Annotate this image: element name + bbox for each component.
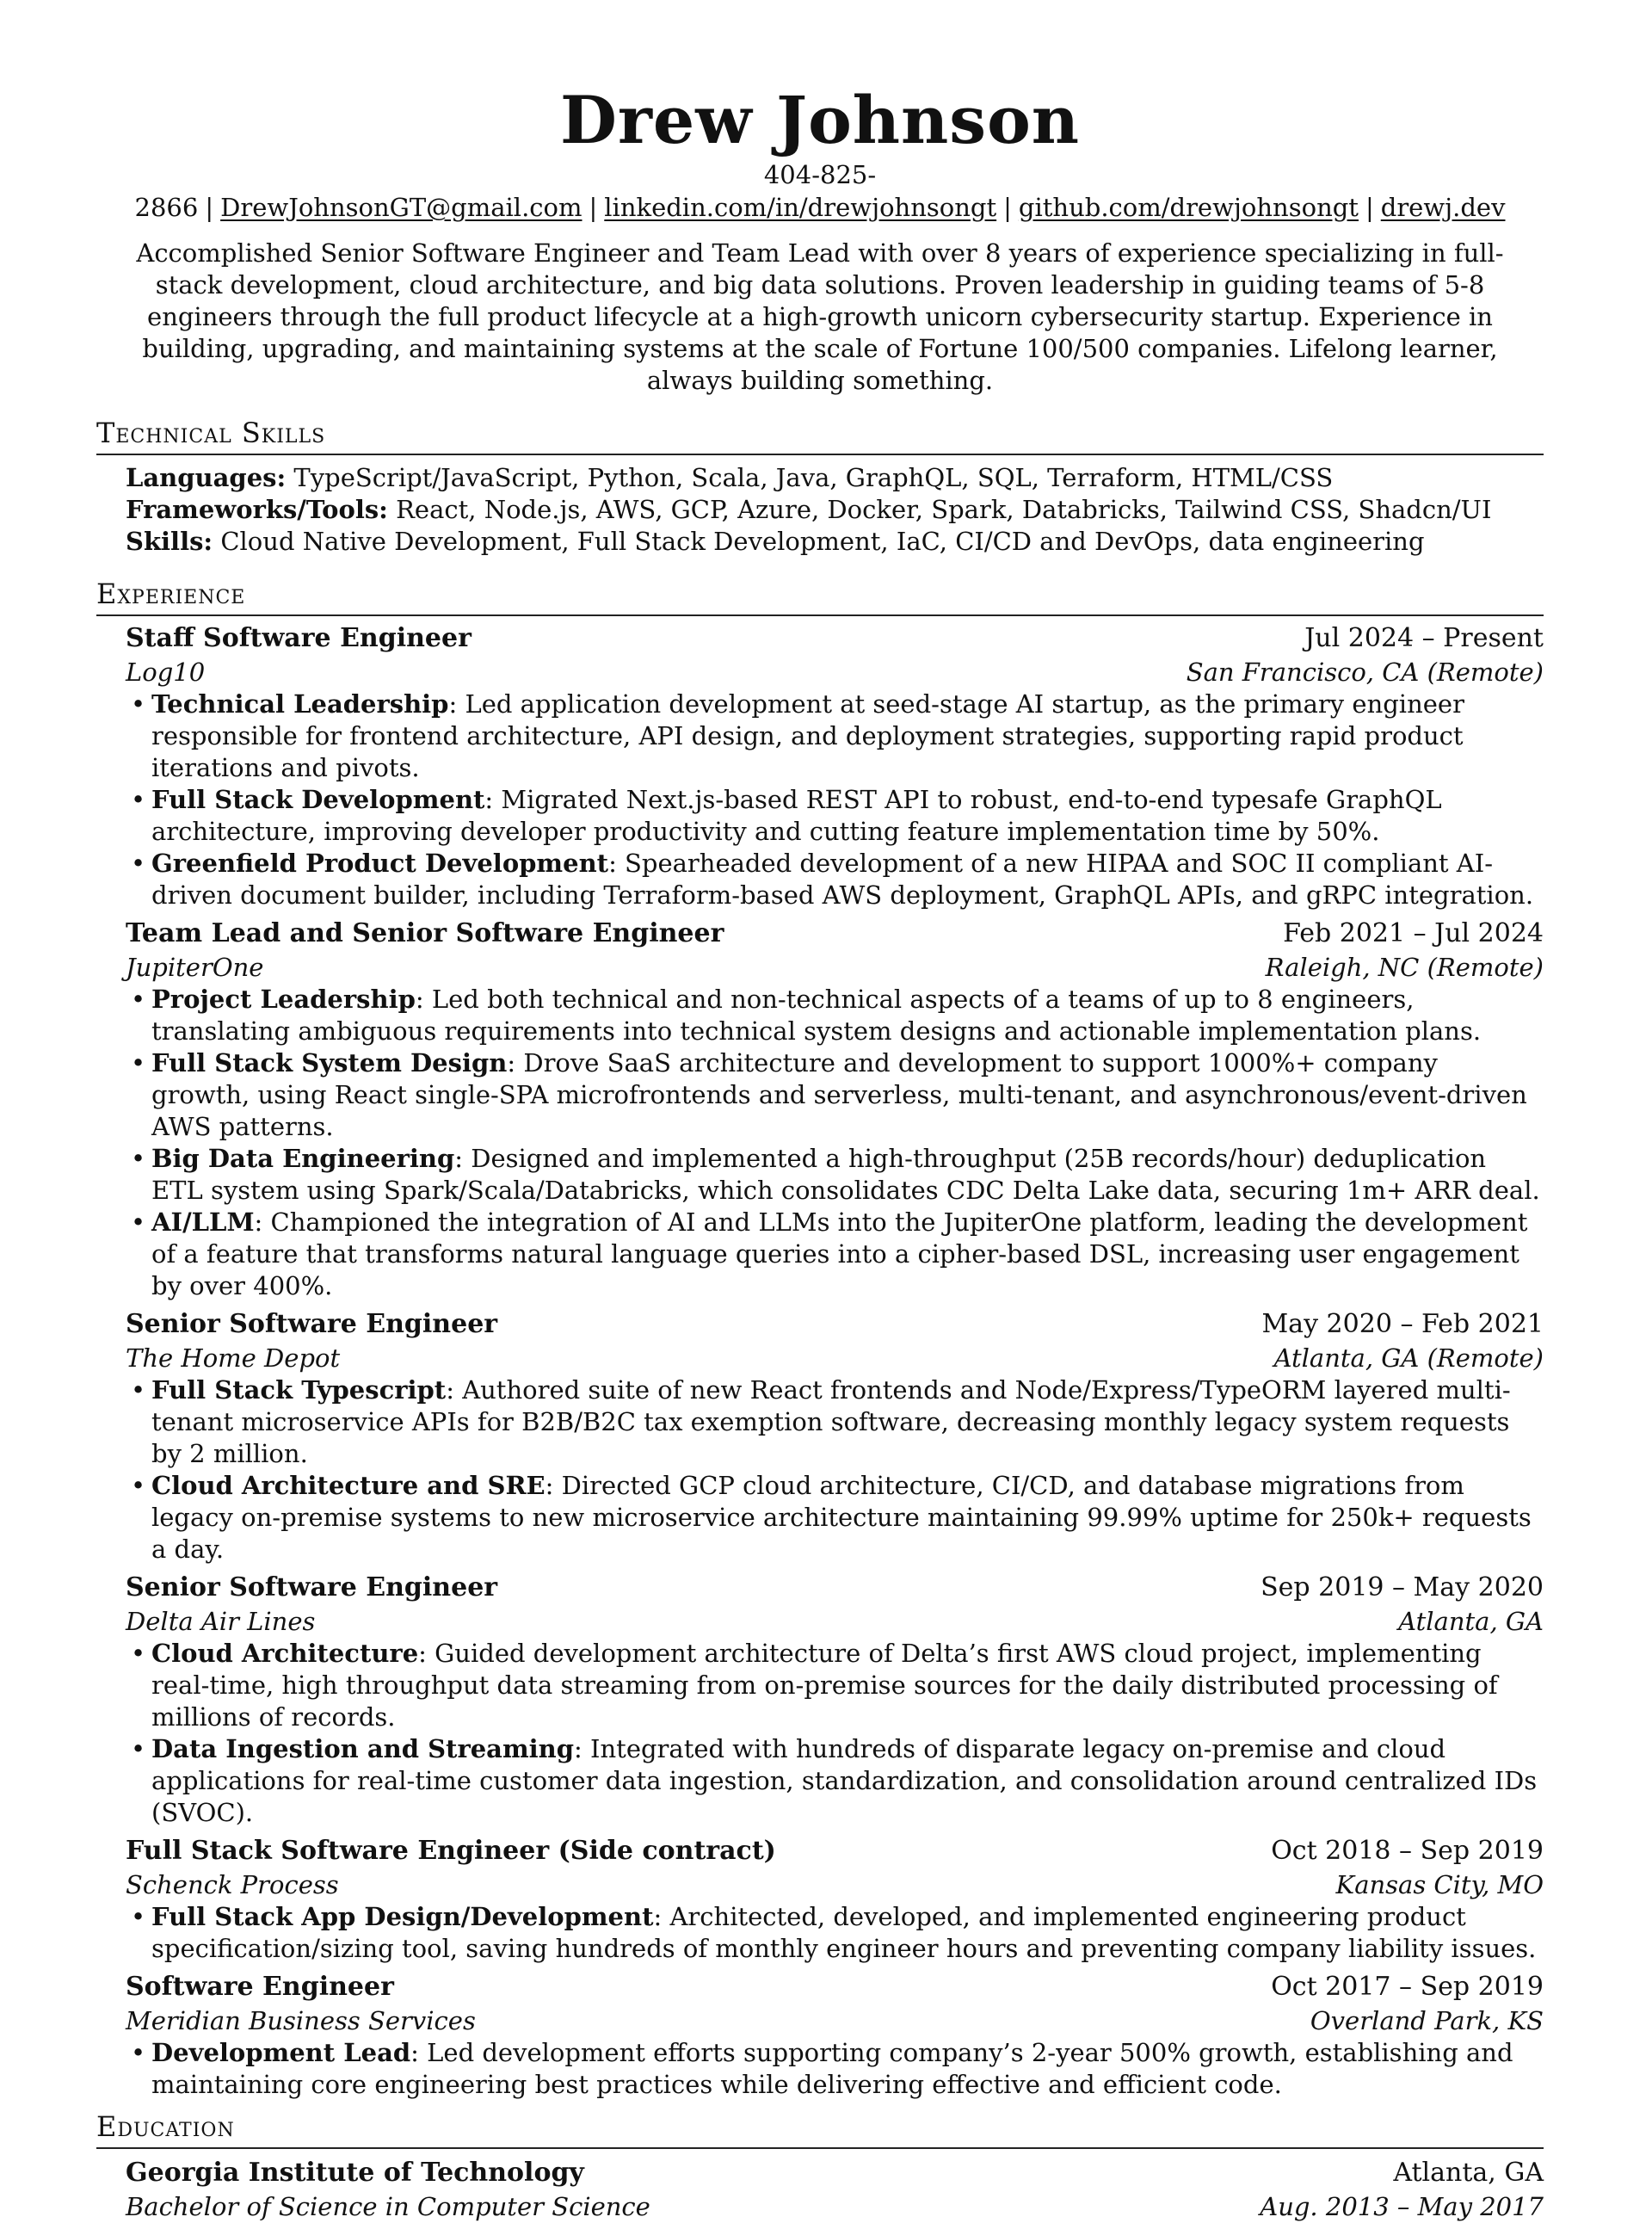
degree: Bachelor of Science in Computer Science (126, 2192, 650, 2221)
job-location: San Francisco, CA (Remote) (1186, 658, 1544, 687)
job-header-row (126, 1307, 1544, 1342)
section-title-skills: Technical Skills (96, 414, 1544, 455)
job-location: Atlanta, GA (1398, 1607, 1544, 1636)
job-entry (126, 917, 1544, 1302)
job-entry (126, 1834, 1544, 1965)
job-bullets (126, 1374, 1544, 1565)
job-bullet (126, 689, 1544, 784)
education-entry (126, 2156, 1544, 2223)
job-bullets (126, 2037, 1544, 2101)
job-bullet (126, 984, 1544, 1047)
bullet-text: : Led application development at seed-stage AI startup, as the primary engineer responsible for frontend architecture, API design, and deployment strategies, supporting rapid product iterations and pivots. (151, 689, 1464, 782)
job-dates: Feb 2021 – Jul 2024 (1283, 918, 1544, 948)
bullet-text: : Designed and implemented a high-throughput (25B records/hour) deduplication ETL system using Spark/Scala/Databricks, which consolidates CDC Delta Lake data, securing 1m+ ARR deal. (151, 1144, 1540, 1205)
job-bullet (126, 1733, 1544, 1829)
bullet-heading: AI/LLM (151, 1207, 255, 1237)
job-bullet (126, 1638, 1544, 1733)
job-bullet (126, 784, 1544, 848)
skills-languages-label: Languages: (126, 463, 287, 492)
job-entry (126, 621, 1544, 911)
job-header-row (126, 1571, 1544, 1605)
summary-paragraph: Accomplished Senior Software Engineer and Team Lead with over 8 years of experience specializing in full-stack development, cloud architecture, and big data solutions. Proven leadership in guiding teams of 5-8 engineers through the full product lifecycle at a high-growth unicorn cybersecurity startup. Experience in building, upgrading, and maintaining systems at the scale of Fortune 100/500 companies. Lifelong learner, always building something. (136, 238, 1504, 395)
bullet-heading: Full Stack Development (151, 785, 485, 814)
bullet-text: : Led both technical and non-technical aspects of a teams of up to 8 engineers, translating ambiguous requirements into technical system designs and actionable implementation plans. (151, 985, 1482, 1046)
job-title: Software Engineer (126, 1972, 394, 2002)
bullet-heading: Data Ingestion and Streaming (151, 1734, 575, 1763)
job-bullet (126, 848, 1544, 911)
job-entry (126, 1307, 1544, 1565)
section-title-education: Education (96, 2108, 1544, 2149)
section-title-experience: Experience (96, 575, 1544, 616)
skills-block (126, 462, 1544, 558)
job-company-row (126, 656, 1544, 689)
skills-general (126, 526, 1544, 558)
job-company: The Home Depot (126, 1343, 341, 1373)
bullet-text: : Championed the integration of AI and LLMs into the JupiterOne platform, leading the development of a feature that transforms natural language queries into a cipher-based DSL, increasing user engagement by over 400%. (151, 1207, 1528, 1300)
job-bullet (126, 1143, 1544, 1207)
job-location: Overland Park, KS (1310, 2006, 1544, 2035)
job-company-row (126, 1605, 1544, 1638)
experience-list (96, 621, 1544, 2101)
job-title: Senior Software Engineer (126, 1309, 498, 1339)
bullet-heading: Cloud Architecture and SRE (151, 1471, 546, 1500)
bullet-heading: Greenfield Product Development (151, 849, 609, 878)
job-company: Schenck Process (126, 1870, 339, 1899)
job-company-row (126, 951, 1544, 984)
job-location: Atlanta, GA (Remote) (1273, 1343, 1544, 1373)
education-dates: Aug. 2013 – May 2017 (1260, 2192, 1544, 2221)
bullet-heading: Full Stack System Design (151, 1048, 508, 1078)
job-dates: Jul 2024 – Present (1304, 623, 1544, 653)
job-bullet (126, 1374, 1544, 1470)
bullet-text: : Integrated with hundreds of disparate legacy on-premise and cloud applications for real-time customer data ingestion, standardization, and consolidation around centralized IDs (SVOC). (151, 1734, 1538, 1827)
job-company: Log10 (126, 658, 206, 687)
education-detail-row (126, 2190, 1544, 2223)
website-link[interactable]: drewj.dev (1380, 193, 1506, 222)
job-bullets (126, 689, 1544, 911)
job-company: Delta Air Lines (126, 1607, 316, 1636)
job-entry (126, 1571, 1544, 1829)
skills-frameworks (126, 494, 1544, 526)
job-location: Kansas City, MO (1335, 1870, 1544, 1899)
job-dates: Oct 2018 – Sep 2019 (1271, 1836, 1544, 1866)
job-title: Staff Software Engineer (126, 623, 472, 653)
job-company: Meridian Business Services (126, 2006, 476, 2035)
job-dates: Sep 2019 – May 2020 (1261, 1572, 1544, 1602)
job-bullet (126, 1207, 1544, 1302)
bullet-text: : Authored suite of new React frontends and Node/Express/TypeORM layered multi-tenant microservice APIs for B2B/B2C tax exemption software, decreasing monthly legacy system requests by 2 million. (151, 1375, 1511, 1468)
bullet-heading: Full Stack App Design/Development (151, 1902, 654, 1931)
job-bullets (126, 1638, 1544, 1829)
separator: | (589, 193, 598, 222)
bullet-text: : Architected, developed, and implemented engineering product specification/sizing tool, saving hundreds of monthly engineer hours and preventing company liability issues. (151, 1902, 1537, 1963)
skills-frameworks-value: React, Node.js, AWS, GCP, Azure, Docker, Spark, Databricks, Tailwind CSS, Shadcn/UI (387, 495, 1492, 524)
bullet-text: : Directed GCP cloud architecture, CI/CD, and database migrations from legacy on-premise systems to new microservice architecture maintaining 99.99% uptime for 250k+ requests a day. (151, 1471, 1532, 1564)
job-company-row (126, 1868, 1544, 1901)
job-bullet (126, 1470, 1544, 1565)
job-header-row (126, 621, 1544, 656)
job-dates: Oct 2017 – Sep 2019 (1271, 1972, 1544, 2002)
skills-general-value: Cloud Native Development, Full Stack Development, IaC, CI/CD and DevOps, data engineering (213, 527, 1425, 556)
bullet-heading: Development Lead (151, 2038, 411, 2067)
education-row (126, 2156, 1544, 2190)
job-header-row (126, 917, 1544, 951)
bullet-text: : Spearheaded development of a new HIPAA and SOC II compliant AI-driven document builder, including Terraform-based AWS deployment, GraphQL APIs, and gRPC integration. (151, 849, 1534, 910)
job-company: JupiterOne (126, 953, 264, 982)
job-entry (126, 1970, 1544, 2101)
skills-frameworks-label: Frameworks/Tools: (126, 495, 388, 524)
job-title: Senior Software Engineer (126, 1572, 498, 1602)
job-bullets (126, 1901, 1544, 1965)
bullet-text: : Led development efforts supporting company’s 2-year 500% growth, establishing and maintaining core engineering best practices while delivering effective and efficient code. (151, 2038, 1513, 2099)
job-company-row (126, 2004, 1544, 2037)
job-header-row (126, 1970, 1544, 2004)
job-location: Raleigh, NC (Remote) (1265, 953, 1544, 982)
school-location: Atlanta, GA (1393, 2158, 1544, 2188)
bullet-heading: Technical Leadership (151, 689, 449, 719)
bullet-text: : Drove SaaS architecture and development to support 1000%+ company growth, using React single-SPA microfrontends and serverless, multi-tenant, and asynchronous/event-driven AWS patterns. (151, 1048, 1527, 1141)
bullet-heading: Project Leadership (151, 985, 416, 1014)
bullet-text: : Migrated Next.js-based REST API to robust, end-to-end typesafe GraphQL architecture, improving developer productivity and cutting feature implementation time by 50%. (151, 785, 1442, 846)
job-bullet (126, 2037, 1544, 2101)
job-header-row (126, 1834, 1544, 1868)
job-bullet (126, 1901, 1544, 1965)
separator: | (1365, 193, 1374, 222)
linkedin-link[interactable]: linkedin.com/in/drewjohnsongt (604, 193, 997, 222)
skills-general-label: Skills: (126, 527, 213, 556)
job-bullet (126, 1047, 1544, 1143)
phone-number: 404-825-2866 (134, 160, 877, 222)
candidate-name: Drew Johnson (559, 82, 1081, 158)
job-dates: May 2020 – Feb 2021 (1261, 1309, 1544, 1339)
job-title: Full Stack Software Engineer (Side contract) (126, 1836, 776, 1866)
separator: | (1003, 193, 1012, 222)
bullet-heading: Cloud Architecture (151, 1639, 419, 1668)
bullet-heading: Big Data Engineering (151, 1144, 455, 1173)
skills-languages (126, 462, 1544, 494)
contact-line (96, 158, 1544, 224)
job-title: Team Lead and Senior Software Engineer (126, 918, 724, 948)
separator: | (205, 193, 214, 222)
school-name: Georgia Institute of Technology (126, 2158, 584, 2188)
job-bullets (126, 984, 1544, 1302)
bullet-heading: Full Stack Typescript (151, 1375, 447, 1405)
job-company-row (126, 1342, 1544, 1374)
email-link[interactable]: DrewJohnsonGT@gmail.com (220, 193, 583, 222)
resume-page (96, 83, 1544, 2223)
bullet-text: : Guided development architecture of Delta’s first AWS cloud project, implementing real-time, high throughput data streaming from on-premise sources for the daily distributed processing of millions of records. (151, 1639, 1498, 1732)
skills-languages-value: TypeScript/JavaScript, Python, Scala, Java, GraphQL, SQL, Terraform, HTML/CSS (286, 463, 1334, 492)
github-link[interactable]: github.com/drewjohnsongt (1018, 193, 1359, 222)
